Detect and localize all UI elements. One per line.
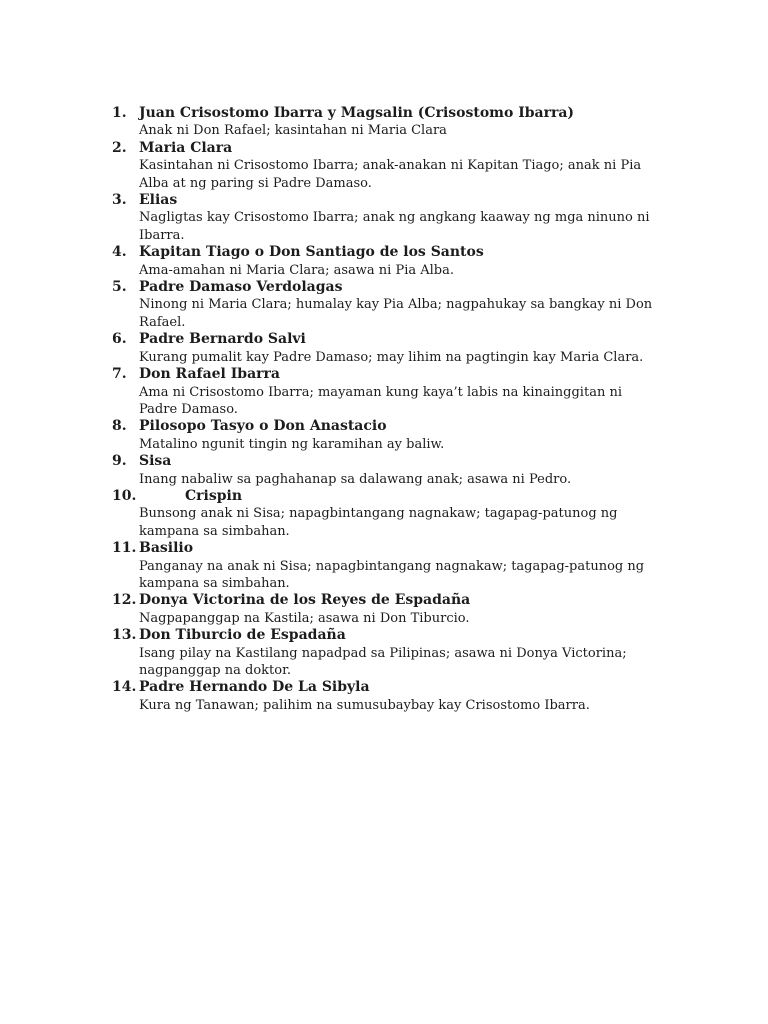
character-name: Sisa: [139, 453, 172, 470]
character-name: Crispin: [185, 487, 243, 504]
item-number: 5.: [112, 279, 127, 296]
character-item: [112, 418, 692, 453]
item-number: 7.: [112, 366, 127, 383]
character-item: [112, 679, 692, 714]
character-item: [112, 105, 692, 140]
item-number: 12.: [112, 592, 137, 609]
character-description-line: Anak ni Don Rafael; kasintahan ni Maria Clara: [139, 123, 447, 139]
character-item: [112, 140, 692, 192]
item-number: 14.: [112, 679, 137, 696]
character-name: Padre Hernando De La Sibyla: [139, 679, 370, 696]
item-number: 1.: [112, 105, 127, 121]
character-item: [112, 488, 692, 540]
item-number: 2.: [112, 139, 127, 156]
character-description-line: Kura ng Tanawan; palihim na sumusubaybay kay Crisostomo Ibarra.: [139, 697, 590, 713]
character-name: Don Rafael Ibarra: [139, 366, 280, 383]
item-number: 9.: [112, 453, 127, 470]
character-item: [112, 453, 692, 488]
item-number: 11.: [112, 540, 137, 557]
character-description-line: Nagpapanggap na Kastila; asawa ni Don Tiburcio.: [139, 610, 470, 626]
character-description-line: Ibarra.: [139, 227, 185, 243]
character-name: Juan Crisostomo Ibarra y Magsalin (Crisostomo Ibarra): [139, 105, 575, 121]
character-name: Basilio: [139, 540, 194, 557]
character-name: Kapitan Tiago o Don Santiago de los Santos: [139, 244, 484, 261]
item-number: 6.: [112, 331, 127, 348]
character-name: Pilosopo Tasyo o Don Anastacio: [139, 418, 387, 435]
character-item: [112, 192, 692, 244]
character-item: [112, 366, 692, 418]
item-number: 13.: [112, 627, 137, 644]
character-item: [112, 331, 692, 366]
character-name: Donya Victorina de los Reyes de Espadaña: [139, 592, 471, 609]
character-description-line: Padre Damaso.: [139, 401, 238, 417]
item-number: 4.: [112, 244, 127, 261]
character-description-line: Kurang pumalit kay Padre Damaso; may lihim na pagtingin kay Maria Clara.: [139, 349, 644, 365]
character-description-line: kampana sa simbahan.: [139, 575, 290, 591]
item-number: 10.: [112, 487, 137, 504]
character-description-line: kampana sa simbahan.: [139, 523, 290, 539]
character-description-line: Inang nabaliw sa paghahanap sa dalawang anak; asawa ni Pedro.: [139, 471, 572, 487]
character-item: [112, 627, 692, 679]
character-description-line: Ama ni Crisostomo Ibarra; mayaman kung kaya’t labis na kinainggitan ni: [139, 384, 622, 400]
character-item: [112, 540, 692, 592]
character-item: [112, 279, 692, 331]
character-name: Elias: [139, 192, 178, 209]
character-item: [112, 592, 692, 627]
character-name: Padre Bernardo Salvi: [139, 331, 306, 348]
character-name: Maria Clara: [139, 139, 233, 156]
character-description-line: Rafael.: [139, 314, 186, 330]
character-description-line: Matalino ngunit tingin ng karamihan ay baliw.: [139, 436, 445, 452]
character-description-line: Alba at ng paring si Padre Damaso.: [139, 175, 372, 191]
character-list: [112, 105, 692, 714]
character-name: Don Tiburcio de Espadaña: [139, 627, 346, 644]
character-description-line: Ama-amahan ni Maria Clara; asawa ni Pia Alba.: [139, 262, 455, 278]
item-number: 3.: [112, 192, 127, 209]
character-description-line: Panganay na anak ni Sisa; napagbintangang nagnakaw; tagapag-patunog ng: [139, 558, 645, 574]
character-description-line: Nagligtas kay Crisostomo Ibarra; anak ng angkang kaaway ng mga ninuno ni: [139, 210, 650, 226]
character-item: [112, 244, 692, 279]
item-number: 8.: [112, 418, 127, 435]
character-name: Padre Damaso Verdolagas: [139, 279, 343, 296]
character-description-line: Kasintahan ni Crisostomo Ibarra; anak-anakan ni Kapitan Tiago; anak ni Pia: [139, 158, 642, 174]
character-description-line: Isang pilay na Kastilang napadpad sa Pilipinas; asawa ni Donya Victorina;: [139, 645, 627, 661]
character-description-line: Ninong ni Maria Clara; humalay kay Pia Alba; nagpahukay sa bangkay ni Don: [139, 297, 653, 313]
character-description-line: Bunsong anak ni Sisa; napagbintangang nagnakaw; tagapag-patunog ng: [139, 506, 618, 522]
character-description-line: nagpanggap na doktor.: [139, 663, 291, 678]
